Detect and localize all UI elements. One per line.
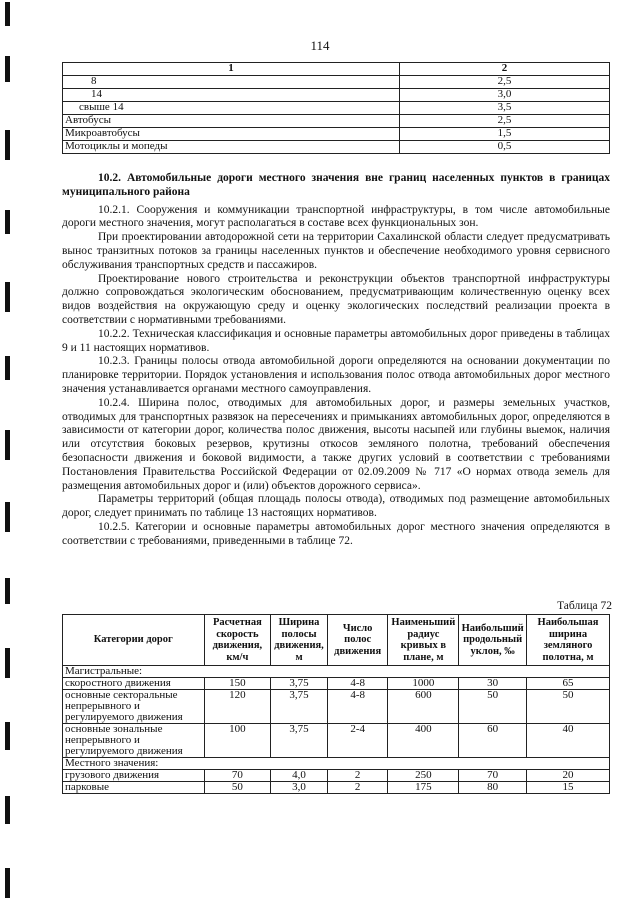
column-header: Число полос движения — [327, 615, 388, 666]
value-cell: 50 — [459, 690, 527, 724]
value-cell: 250 — [388, 770, 459, 782]
paragraph: 10.2.4. Ширина полос, отводимых для автомобильных дорог, и размеры земельных участков, отводимых для транспортных развязок на пересечениях и примыканиях автомобильных дорог, определяются в зависимости от категории дорог, количества полос движения, высоты насыпей или глубины выемок, наличия или отсутствия боковых резервов, крутизны откосов земляного полотна, требований обеспечения безопасности движения и боковой видимости, а также других условий в соответствии с требованиями Постановления Правительства Российской Федерации от 02.09.2009 № 717 «О нормах отвода земель для размещения автомобильных дорог и (или) объектов дорожного сервиса». — [62, 396, 610, 492]
column-header: Категории дорог — [63, 615, 205, 666]
table-row — [63, 89, 610, 102]
table-row — [63, 678, 610, 690]
value-cell: 150 — [204, 678, 271, 690]
table-row — [63, 76, 610, 89]
paragraph: При проектировании автодорожной сети на территории Сахалинской области следует предусматривать вынос транзитных потоков за границы населенных пунктов и обеспечение необходимого уровня сервисного обслуживания транспортных средств и пассажиров. — [62, 231, 610, 271]
vehicle-label: 14 — [63, 89, 400, 102]
paragraph: 10.2.2. Техническая классификация и основные параметры автомобильных дорог приведены в таблицах 9 и 11 настоящих нормативов. — [62, 327, 610, 354]
value-cell: 175 — [388, 782, 459, 794]
value-cell: 3,75 — [271, 690, 328, 724]
value-cell: 50 — [204, 782, 271, 794]
column-header: Наибольший продольный уклон, ‰ — [459, 615, 527, 666]
value-cell: 80 — [459, 782, 527, 794]
binding-marks — [0, 0, 14, 905]
table-header-cell: 1 — [63, 63, 400, 76]
vehicle-table — [62, 62, 610, 154]
vehicle-label: Микроавтобусы — [63, 128, 400, 141]
value-cell: 60 — [459, 724, 527, 758]
vehicle-value: 2,5 — [400, 115, 610, 128]
vehicle-value: 3,0 — [400, 89, 610, 102]
value-cell: 3,75 — [271, 678, 328, 690]
value-cell: 4-8 — [327, 678, 388, 690]
table-row — [63, 102, 610, 115]
value-cell: 4-8 — [327, 690, 388, 724]
column-header: Расчетная скорость движения, км/ч — [204, 615, 271, 666]
value-cell: 100 — [204, 724, 271, 758]
value-cell: 400 — [388, 724, 459, 758]
vehicle-value: 1,5 — [400, 128, 610, 141]
page-number: 114 — [310, 38, 330, 53]
table-row — [63, 115, 610, 128]
road-category-cell: основные секторальные непрерывного и регулируемого движения — [63, 690, 205, 724]
road-category-cell: грузового движения — [63, 770, 205, 782]
value-cell: 15 — [527, 782, 610, 794]
table-row — [63, 141, 610, 154]
section-row: Местного значения: — [63, 758, 610, 770]
column-header: Ширина полосы движения, м — [271, 615, 328, 666]
vehicle-label: 8 — [63, 76, 400, 89]
paragraph: 10.2.1. Сооружения и коммуникации транспортной инфраструктуры, в том числе автомобильные дороги местного значения, могут располагаться в составе всех функциональных зон. — [62, 203, 610, 230]
value-cell: 40 — [527, 724, 610, 758]
value-cell: 2 — [327, 770, 388, 782]
value-cell: 3,75 — [271, 724, 328, 758]
document-body — [62, 172, 610, 549]
value-cell: 50 — [527, 690, 610, 724]
table-row — [63, 770, 610, 782]
section-heading: 10.2. Автомобильные дороги местного значения вне границ населенных пунктов в границах муниципального района — [62, 172, 610, 198]
value-cell: 4,0 — [271, 770, 328, 782]
vehicle-label: свыше 14 — [63, 102, 400, 115]
value-cell: 1000 — [388, 678, 459, 690]
value-cell: 30 — [459, 678, 527, 690]
road-category-cell: парковые — [63, 782, 205, 794]
table-row — [63, 690, 610, 724]
value-cell: 65 — [527, 678, 610, 690]
section-row: Магистральные: — [63, 666, 610, 678]
value-cell: 600 — [388, 690, 459, 724]
table-label: Таблица 72 — [557, 600, 612, 612]
value-cell: 70 — [459, 770, 527, 782]
road-category-cell: скоростного движения — [63, 678, 205, 690]
road-parameters-table — [62, 614, 610, 794]
value-cell: 2 — [327, 782, 388, 794]
value-cell: 20 — [527, 770, 610, 782]
vehicle-label: Автобусы — [63, 115, 400, 128]
value-cell: 2-4 — [327, 724, 388, 758]
vehicle-label: Мотоциклы и мопеды — [63, 141, 400, 154]
paragraph: 10.2.3. Границы полосы отвода автомобильной дороги определяются на основании документации по планировке территории. Порядок установления и использования полос отвода автомобильных дорог местного значения устанавливается органами местного самоуправления. — [62, 355, 610, 395]
vehicle-value: 2,5 — [400, 76, 610, 89]
vehicle-value: 3,5 — [400, 102, 610, 115]
table-header-cell: 2 — [400, 63, 610, 76]
paragraph: 10.2.5. Категории и основные параметры автомобильных дорог местного значения определяются в соответствии с требованиями, приведенными в таблице 72. — [62, 520, 610, 547]
road-category-cell: основные зональные непрерывного и регулируемого движения — [63, 724, 205, 758]
column-header: Наибольшая ширина земляного полотна, м — [527, 615, 610, 666]
vehicle-value: 0,5 — [400, 141, 610, 154]
table-row — [63, 782, 610, 794]
value-cell: 120 — [204, 690, 271, 724]
paragraph: Проектирование нового строительства и реконструкции объектов транспортной инфраструктуры должно сопровождаться экологическим обоснованием, предусматривающим количественную оценку всех видов воздействия на окружающую среду и оценку экологических последствий реализации проекта в соответствии с нормативными требованиями. — [62, 272, 610, 326]
table-row — [63, 724, 610, 758]
value-cell: 3,0 — [271, 782, 328, 794]
column-header: Наименьший радиус кривых в плане, м — [388, 615, 459, 666]
table-row — [63, 128, 610, 141]
value-cell: 70 — [204, 770, 271, 782]
paragraph: Параметры территорий (общая площадь полосы отвода), отводимых под размещение автомобильных дорог, следует принимать по таблице 13 настоящих нормативов. — [62, 493, 610, 520]
